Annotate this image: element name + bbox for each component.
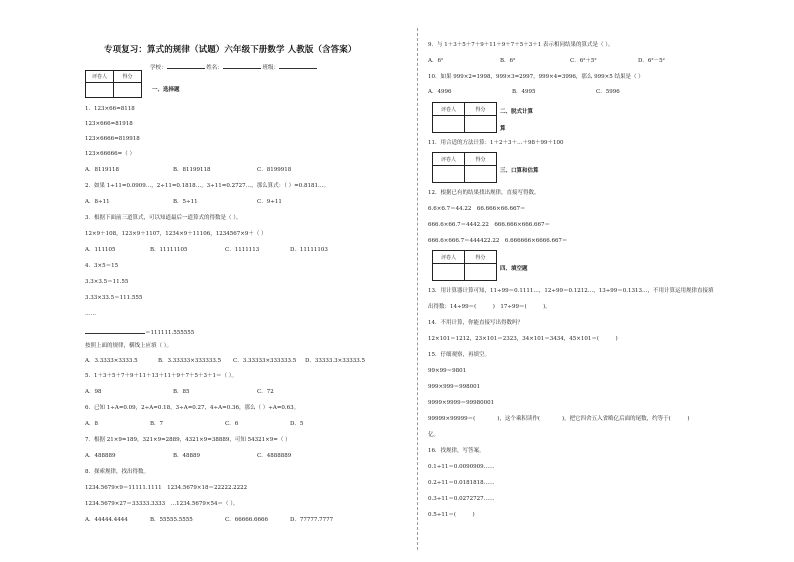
question-line: 16．找规律，写答案。 bbox=[428, 448, 485, 454]
question-line: 出得数：14÷99＝( ) 17÷99＝( )。 bbox=[428, 304, 551, 310]
score-box-score: 得分 bbox=[465, 153, 497, 166]
option[interactable]: B．85 bbox=[173, 389, 190, 395]
question-line: 0.3÷11＝0.0272727…… bbox=[428, 496, 495, 502]
question-line: 10．如果 999×2=1998，999×3=2997，999×4=3996，那么 999×5 结果是（ ） bbox=[428, 74, 644, 80]
option[interactable]: C．1111113 bbox=[225, 247, 260, 253]
option[interactable]: B．7 bbox=[150, 421, 164, 427]
option[interactable]: A．44444.4444 bbox=[85, 517, 128, 523]
option[interactable]: D．6²－5² bbox=[638, 58, 665, 64]
question-line: 123×666=81918 bbox=[85, 121, 133, 127]
score-box-grader: 评卷人 bbox=[433, 251, 465, 264]
question-line: 1234.5679×9＝11111.1111 1234.5679×18＝22222.2222 bbox=[85, 485, 248, 491]
question-line: 999×999＝998001 bbox=[428, 384, 481, 390]
question-line: 按照上面的规律，横线上应填（ ）。 bbox=[85, 343, 172, 349]
question-line: 3.3×3.5＝11.55 bbox=[85, 279, 129, 285]
question-line: 9．与 1＋3＋5＋7＋9＋11＋9＋7＋5＋3＋1 表示相同结果的算式是（ ）。 bbox=[428, 42, 614, 48]
option[interactable]: A．6² bbox=[428, 58, 444, 64]
option[interactable]: C．72 bbox=[257, 389, 274, 395]
question-line: 4．3×5＝15 bbox=[85, 263, 119, 269]
question-line: 亿。 bbox=[428, 432, 440, 438]
option[interactable]: B．4995 bbox=[512, 89, 536, 95]
question-line: 2．如果 1÷11=0.0909…，2÷11=0.1818…，3÷11=0.2727…，那么算式：（ ）=0.8181…。 bbox=[85, 183, 329, 189]
question-line: 666.6×666.7＝444422.22 6.666666×6666.667＝ bbox=[428, 238, 568, 244]
option[interactable]: B．3.33333×333333.5 bbox=[158, 358, 222, 364]
option[interactable]: C．3.33333×333333.5 bbox=[233, 358, 297, 364]
score-box-score: 得分 bbox=[465, 251, 497, 264]
question-line: 12．根据已有的结果找出规律，直接写得数。 bbox=[428, 190, 540, 196]
option[interactable]: B．55555.5555 bbox=[150, 517, 193, 523]
section-title: 一、选择题 bbox=[152, 87, 180, 93]
page-title: 专项复习：算式的规律（试题）六年级下册数学 人教版（含答案） bbox=[104, 45, 357, 55]
question-line: 0.5÷11＝( ) bbox=[428, 512, 475, 518]
option[interactable]: C．66666.6666 bbox=[225, 517, 268, 523]
score-box-grader: 评卷人 bbox=[86, 71, 114, 83]
option[interactable]: D．33333.3×33333.5 bbox=[305, 358, 366, 364]
question-line: 0.1÷11＝0.0090909…… bbox=[428, 464, 495, 470]
option[interactable]: A．8 bbox=[85, 421, 98, 427]
option[interactable]: B．81199118 bbox=[173, 167, 211, 173]
option[interactable]: B．6³ bbox=[500, 58, 516, 64]
option[interactable]: D．11111103 bbox=[290, 247, 328, 253]
section-title-wrap: 算 bbox=[500, 126, 506, 132]
option[interactable]: A．98 bbox=[85, 389, 102, 395]
class-label: 班级： bbox=[262, 65, 280, 71]
option[interactable]: D．77777.7777 bbox=[290, 517, 334, 523]
question-line: 3.33×33.5＝111.555 bbox=[85, 295, 143, 301]
score-box-grader: 评卷人 bbox=[433, 103, 465, 116]
question-line: 9999×9999＝99980001 bbox=[428, 400, 495, 406]
score-box bbox=[85, 70, 142, 98]
question-line: 123×6666=819918 bbox=[85, 136, 140, 142]
question-line: 3．根据下面前三道算式，可以知道最后一道算式的得数是（ ）。 bbox=[85, 215, 242, 221]
option[interactable]: C．5996 bbox=[596, 89, 620, 95]
column-divider bbox=[417, 28, 418, 550]
question-line: 15．仔细观察，再填空。 bbox=[428, 352, 490, 358]
question-line: ＝111111.555555 bbox=[85, 327, 194, 337]
question-line: 12×9＋108，123×9＋1107，1234×9＋11106，1234567×9＋（ ） bbox=[85, 231, 267, 237]
question-line: 666.6×66.7＝4442.22 666.666×666.667＝ bbox=[428, 222, 550, 228]
question-line: 99999×99999＝( )，这个乘积读作( )，把它四舍五入省略亿后面的尾数，约等于( ) bbox=[428, 416, 690, 422]
section-title: 三、口算和估算 bbox=[500, 168, 539, 174]
score-box bbox=[432, 152, 497, 183]
option[interactable]: B．11111105 bbox=[150, 247, 188, 253]
option[interactable]: B．5÷11 bbox=[173, 199, 198, 205]
name-field[interactable] bbox=[223, 62, 261, 69]
option[interactable]: C．9÷11 bbox=[257, 199, 282, 205]
score-box-grader: 评卷人 bbox=[433, 153, 465, 166]
question-line: 1234.5679×27＝33333.3333 …1234.5679×54＝（ ）。 bbox=[85, 501, 239, 507]
question-line: 123×66666=（ ） bbox=[85, 151, 135, 157]
option[interactable]: C．4888889 bbox=[257, 453, 292, 459]
section-title: 四、填空题 bbox=[500, 266, 528, 272]
option[interactable]: A．111105 bbox=[85, 247, 116, 253]
question-line: 6．已知 1÷A=0.09，2÷A=0.18，3÷A=0.27，4÷A=0.36，那么（ ）÷A=0.63。 bbox=[85, 405, 300, 411]
option[interactable]: B．48889 bbox=[173, 453, 201, 459]
question-line: 1．123×66=8118 bbox=[85, 106, 135, 112]
question-line: 99×99＝9801 bbox=[428, 368, 467, 374]
answer-blank[interactable] bbox=[85, 327, 145, 334]
question-line: 11．用合适的方法计算：1＋2＋3＋…＋98＋99＋100 bbox=[428, 140, 564, 146]
question-line: 0.2÷11＝0.0181818…… bbox=[428, 480, 495, 486]
student-info-line bbox=[150, 62, 317, 71]
class-field[interactable] bbox=[279, 62, 317, 69]
question-line: 7．根据 21×9=189，321×9=2889，4321×9=38889，可知 54321×9=（ ） bbox=[85, 437, 291, 443]
score-box-score: 得分 bbox=[114, 71, 142, 83]
question-line: 5．1＋3＋5＋7＋9＋11＋13＋11＋9＋7＋5＋3＋1＝（ ）。 bbox=[85, 373, 237, 379]
section-title: 二、脱式计算 bbox=[500, 109, 534, 115]
question-line: 13．用计算器计算可知，11÷99＝0.1111…，12÷99＝0.1212…，13÷99＝0.1313…，不用计算运用规律直接填 bbox=[428, 288, 714, 294]
score-box bbox=[432, 250, 497, 281]
question-line: 14．不用计算，你能直接写出得数吗？ bbox=[428, 320, 523, 326]
question-line: …… bbox=[85, 311, 96, 317]
option[interactable]: A．3.3333×3333.5 bbox=[85, 358, 138, 364]
school-field[interactable] bbox=[167, 62, 205, 69]
option[interactable]: A．4996 bbox=[428, 89, 452, 95]
option[interactable]: C．6 bbox=[225, 421, 239, 427]
score-box-score: 得分 bbox=[465, 103, 497, 116]
option[interactable]: C．8199918 bbox=[257, 167, 292, 173]
name-label: 姓名： bbox=[206, 65, 223, 71]
option[interactable]: D．5 bbox=[290, 421, 304, 427]
question-line: 8．探索规律，找出得数。 bbox=[85, 469, 150, 475]
option[interactable]: A．488889 bbox=[85, 453, 116, 459]
option[interactable]: A．8÷11 bbox=[85, 199, 110, 205]
school-label: 学校： bbox=[150, 65, 167, 71]
question-line: 6.6×6.7＝44.22 66.666×66.667＝ bbox=[428, 206, 526, 212]
question-line: 12×101＝1212，23×101＝2323，34×101＝3434，45×101＝( ) bbox=[428, 336, 618, 342]
option[interactable]: C．6²＋5² bbox=[570, 58, 597, 64]
option[interactable]: A．8119118 bbox=[85, 167, 119, 173]
score-box bbox=[432, 102, 497, 133]
